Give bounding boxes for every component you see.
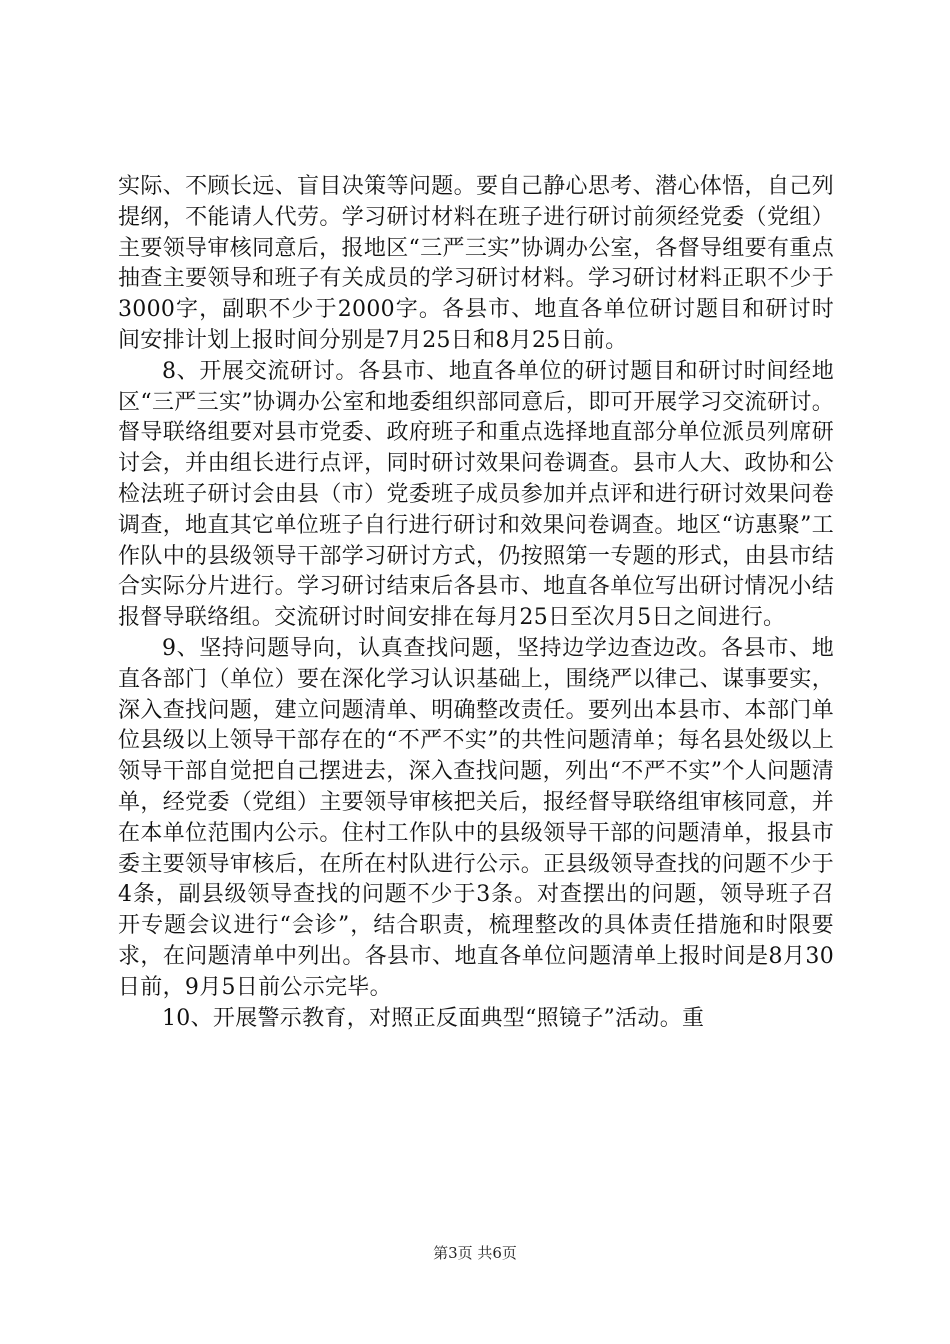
page-number-label: 第3页 共6页 bbox=[433, 1244, 517, 1262]
paragraph-item-9: 9、坚持问题导向，认真查找问题，坚持边学边查边改。各县市、地直各部门（单位）要在深化学习认识基础上，围绕严以律己、谋事要实，深入查找问题，建立问题清单、明确整改责任。要列出本县市、本部门单位县级以上领导干部存在的“不严不实”的共性问题清单；每名县处级以上领导干部自觉把自己摆进去，深入查找问题，列出“不严不实”个人问题清单，经党委（党组）主要领导审核把关后，报经督导联络组审核同意，并在本单位范围内公示。住村工作队中的县级领导干部的问题清单，报县市委主要领导审核后，在所在村队进行公示。正县级领导查找的问题不少于4条，副县级领导查找的问题不少于3条。对查摆出的问题，领导班子召开专题会议进行“会诊”，结合职责，梳理整改的具体责任措施和时限要求，在问题清单中列出。各县市、地直各单位问题清单上报时间是8月30日前，9月5日前公示完毕。 bbox=[118, 635, 834, 1000]
paragraph-item-8: 8、开展交流研讨。各县市、地直各单位的研讨题目和研讨时间经地区“三严三实”协调办公室和地委组织部同意后，即可开展学习交流研讨。督导联络组要对县市党委、政府班子和重点选择地直部分单位派员列席研讨会，并由组长进行点评，同时研讨效果问卷调查。县市人大、政协和公检法班子研讨会由县（市）党委班子成员参加并点评和进行研讨效果问卷调查，地直其它单位班子自行进行研讨和效果问卷调查。地区“访惠聚”工作队中的县级领导干部学习研讨方式，仍按照第一专题的形式，由县市结合实际分片进行。学习研讨结束后各县市、地直各单位写出研讨情况小结报督导联络组。交流研讨时间安排在每月25日至次月5日之间进行。 bbox=[118, 358, 834, 631]
document-body bbox=[118, 172, 834, 1034]
page-footer bbox=[0, 1242, 950, 1263]
paragraph-item-10: 10、开展警示教育，对照正反面典型“照镜子”活动。重 bbox=[162, 1005, 705, 1031]
paragraph-continuation: 实际、不顾长远、盲目决策等问题。要自己静心思考、潜心体悟，自己列提纲，不能请人代劳。学习研讨材料在班子进行研讨前须经党委（党组）主要领导审核同意后，报地区“三严三实”协调办公室，各督导组要有重点抽查主要领导和班子有关成员的学习研讨材料。学习研讨材料正职不少于3000字，副职不少于2000字。各县市、地直各单位研讨题目和研讨时间安排计划上报时间分别是7月25日和8月25日前。 bbox=[118, 174, 834, 353]
